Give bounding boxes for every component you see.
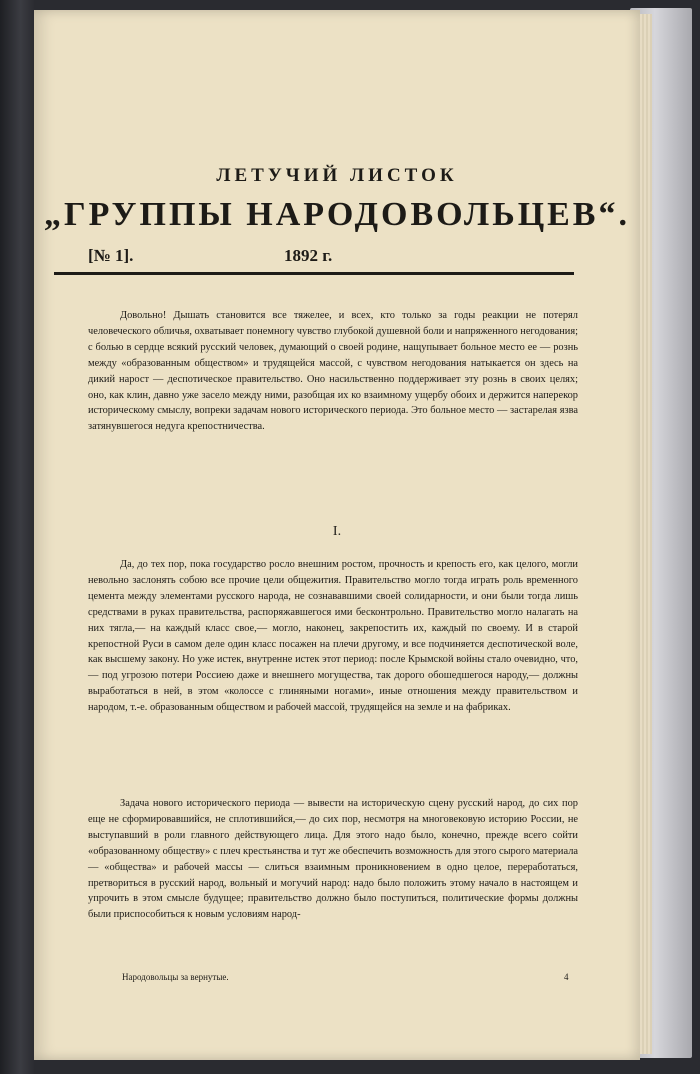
section-heading: I. xyxy=(332,524,342,539)
leaflet-kicker: ЛЕТУЧИЙ ЛИСТОК xyxy=(216,165,458,186)
intro-paragraph: Довольно! Дышать становится все тяжелее, и всех, кто только за годы реакции не потерял человеческого обличья, охватывает понемногу чувство глубокой душевной боли и напряженного негодования; с болью в сердце всякий русский человек, думающий о своей родине, нащупывает больное место ее — рознь между «образованным обществом» и трудящейся массой, с чувством негодования натыкается он здесь на дикий нарост — деспотическое правительство. Оно насильственно поддерживает эту рознь в своих целях; оно, как клин, давно уже засело между ними, разобщая их ко взаимному ущербу обоих и держится наперекор историческому смыслу, вопреки задачам нового исторического периода. Это больное место — застарелая язва затянувшегося недуга крепостничества. xyxy=(88,310,578,433)
footer-page-number: 4 xyxy=(564,972,569,982)
body-paragraph-1: Да, до тех пор, пока государство росло внешним ростом, прочность и крепость его, как целого, могли невольно заслонять собою все прочие цели общежития. Правительство могло тогда играть роль временного цемента между элементами русского народа, не сознававшими своей солидарности, и они были тогда лишь средствами в руках правительства, распоряжавшегося ими бесконтрольно. Правительство могло налагать на них тягла,— на каждый класс свое,— могло, наконец, закрепостить их, каждый по своему. И в старой крепостной Руси в самом деле один класс посажен на плечи другому, и все подчиняется деспотической воле, как высшему закону. Но уже истек, внутренне истек этот период: после Крымской войны стало очевидно, что,— под угрозою потери Россиею даже и внешнего могущества, так дорого обошедшегося народу,— должны выработаться в ней, в этом «колоссе с глиняными ногами», иные отношения между правительством и народом, т.-е. образованным обществом и рабочей массой, трудящейся на земле и на фабриках. xyxy=(88,559,578,714)
leaflet-title: „ГРУППЫ НАРОДОВОЛЬЦЕВ“. xyxy=(44,196,630,233)
document-page xyxy=(34,10,640,1060)
issue-year: 1892 г. xyxy=(284,246,333,265)
book-spine xyxy=(0,0,34,1074)
body-paragraph-2: Задача нового исторического периода — вывести на историческую сцену русский народ, до сих пор еще не сформировавшийся, не сплотившийся,— до сих пор, несмотря на многовековую историю России, не выступавший в роли главного действующего лица. Для этого надо было, конечно, прежде всего сойти «образованному обществу» с плеч крестьянства и тут же обеспечить возможность для этого сырого материала — «общества» и рабочей массы — слиться взаимным проникновением в одно целое, переработаться, претвориться в русский народ, вольный и могучий народ: надо было положить этому начало в настоящем и упрочить в этом смысле будущее; правительство должно было поступиться, политические формы должны были приспособиться к новым условиям народ- xyxy=(88,798,578,921)
issue-number: [№ 1]. xyxy=(88,246,134,265)
header-rule xyxy=(54,272,574,275)
footer-signature: Народовольцы за вернутые. xyxy=(122,972,229,982)
